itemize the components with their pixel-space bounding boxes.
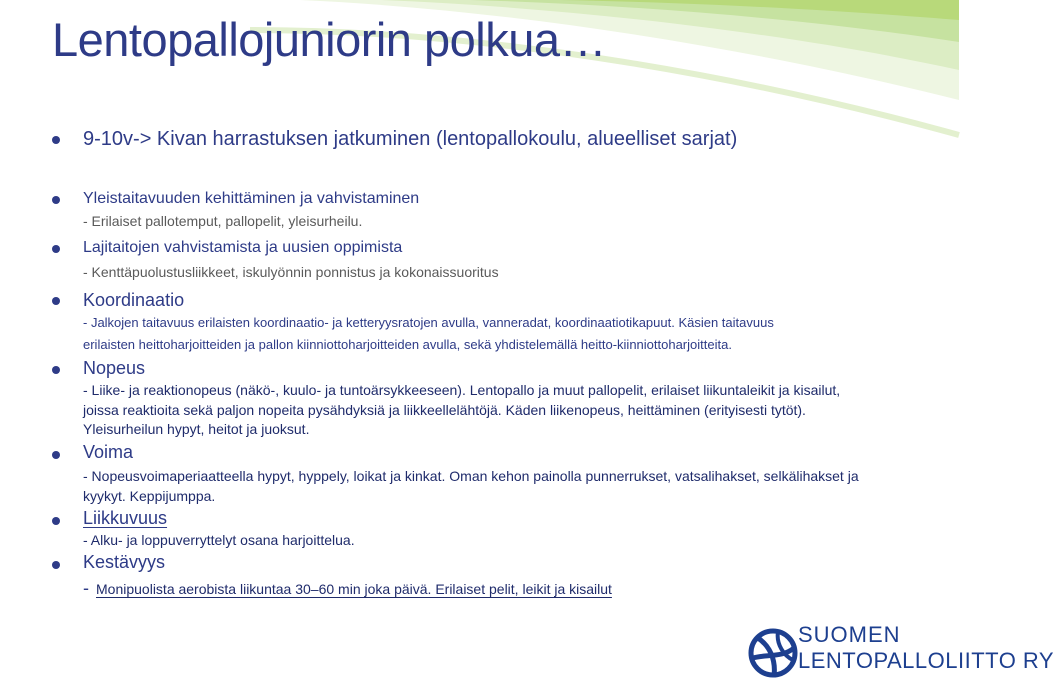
page-title: Lentopallojuniorin polkua… [52, 13, 607, 66]
coordination-text-line1: - Jalkojen taitavuus erilaisten koordinaatio- ja ketteryysratojen avulla, vanneradat, koordinaatiotikapuut. Käsien taitavuus [83, 315, 774, 330]
bullet-dot [52, 366, 60, 374]
sport-skills-heading: Lajitaitojen vahvistamista ja uusien oppimista [83, 239, 403, 256]
speed-text-line1: - Liike- ja reaktionopeus (näkö-, kuulo- ja tuntoärsykkeeseen). Lentopallo ja muut pallopelit, erilaiset liikuntaleikit ja kisailut, [83, 382, 841, 398]
speed-heading: Nopeus [83, 358, 146, 378]
logo-text-line2: LENTOPALLOLIITTO RY [798, 648, 1054, 673]
strength-text-line2: kyykyt. Keppijumppa. [83, 488, 216, 504]
bullet-dot [52, 136, 60, 144]
bullet-dot [52, 561, 60, 569]
sport-skills-text: - Kenttäpuolustusliikkeet, iskulyönnin ponnistus ja kokonaissuoritus [83, 264, 499, 280]
endurance-dash: - [83, 578, 89, 598]
mobility-text: - Alku- ja loppuverryttelyt osana harjoittelua. [83, 532, 355, 548]
mobility-heading: Liikkuvuus [83, 508, 168, 528]
bullet-dot [52, 297, 60, 305]
general-skills-text: - Erilaiset pallotemput, pallopelit, yleisurheilu. [83, 213, 363, 229]
age-group-heading: 9-10v-> Kivan harrastuksen jatkuminen (lentopallokoulu, alueelliset sarjat) [83, 128, 738, 150]
strength-text-line1: - Nopeusvoimaperiaatteella hypyt, hyppely, loikat ja kinkat. Oman kehon painolla punnerrukset, vatsalihakset, selkälihakset ja [83, 468, 859, 484]
endurance-heading: Kestävyys [83, 552, 166, 572]
bullet-dot [52, 517, 60, 525]
bullet-dot [52, 196, 60, 204]
logo-text-line1: SUOMEN [798, 622, 901, 647]
bullet-dot [52, 451, 60, 459]
endurance-text: Monipuolista aerobista liikuntaa 30–60 min joka päivä. Erilaiset pelit, leikit ja kisailut [96, 581, 612, 597]
general-skills-heading: Yleistaitavuuden kehittäminen ja vahvistaminen [83, 190, 420, 207]
volleyball-logo-icon [748, 626, 798, 680]
coordination-heading: Koordinaatio [83, 290, 185, 310]
speed-text-line3: Yleisurheilun hypyt, heitot ja juoksut. [83, 421, 310, 437]
speed-text-line2: joissa reaktioita sekä paljon nopeita pysähdyksiä ja liikkeellelähtöjä. Käden liikenopeus, heittäminen (erityisesti tytöt). [83, 402, 806, 418]
bullet-dot [52, 245, 60, 253]
strength-heading: Voima [83, 442, 134, 462]
coordination-text-line2: erilaisten heittoharjoitteiden ja pallon kiinniottoharjoitteiden avulla, sekä yhdistelemällä heitto-kiinniottoharjoitteita. [83, 337, 732, 352]
